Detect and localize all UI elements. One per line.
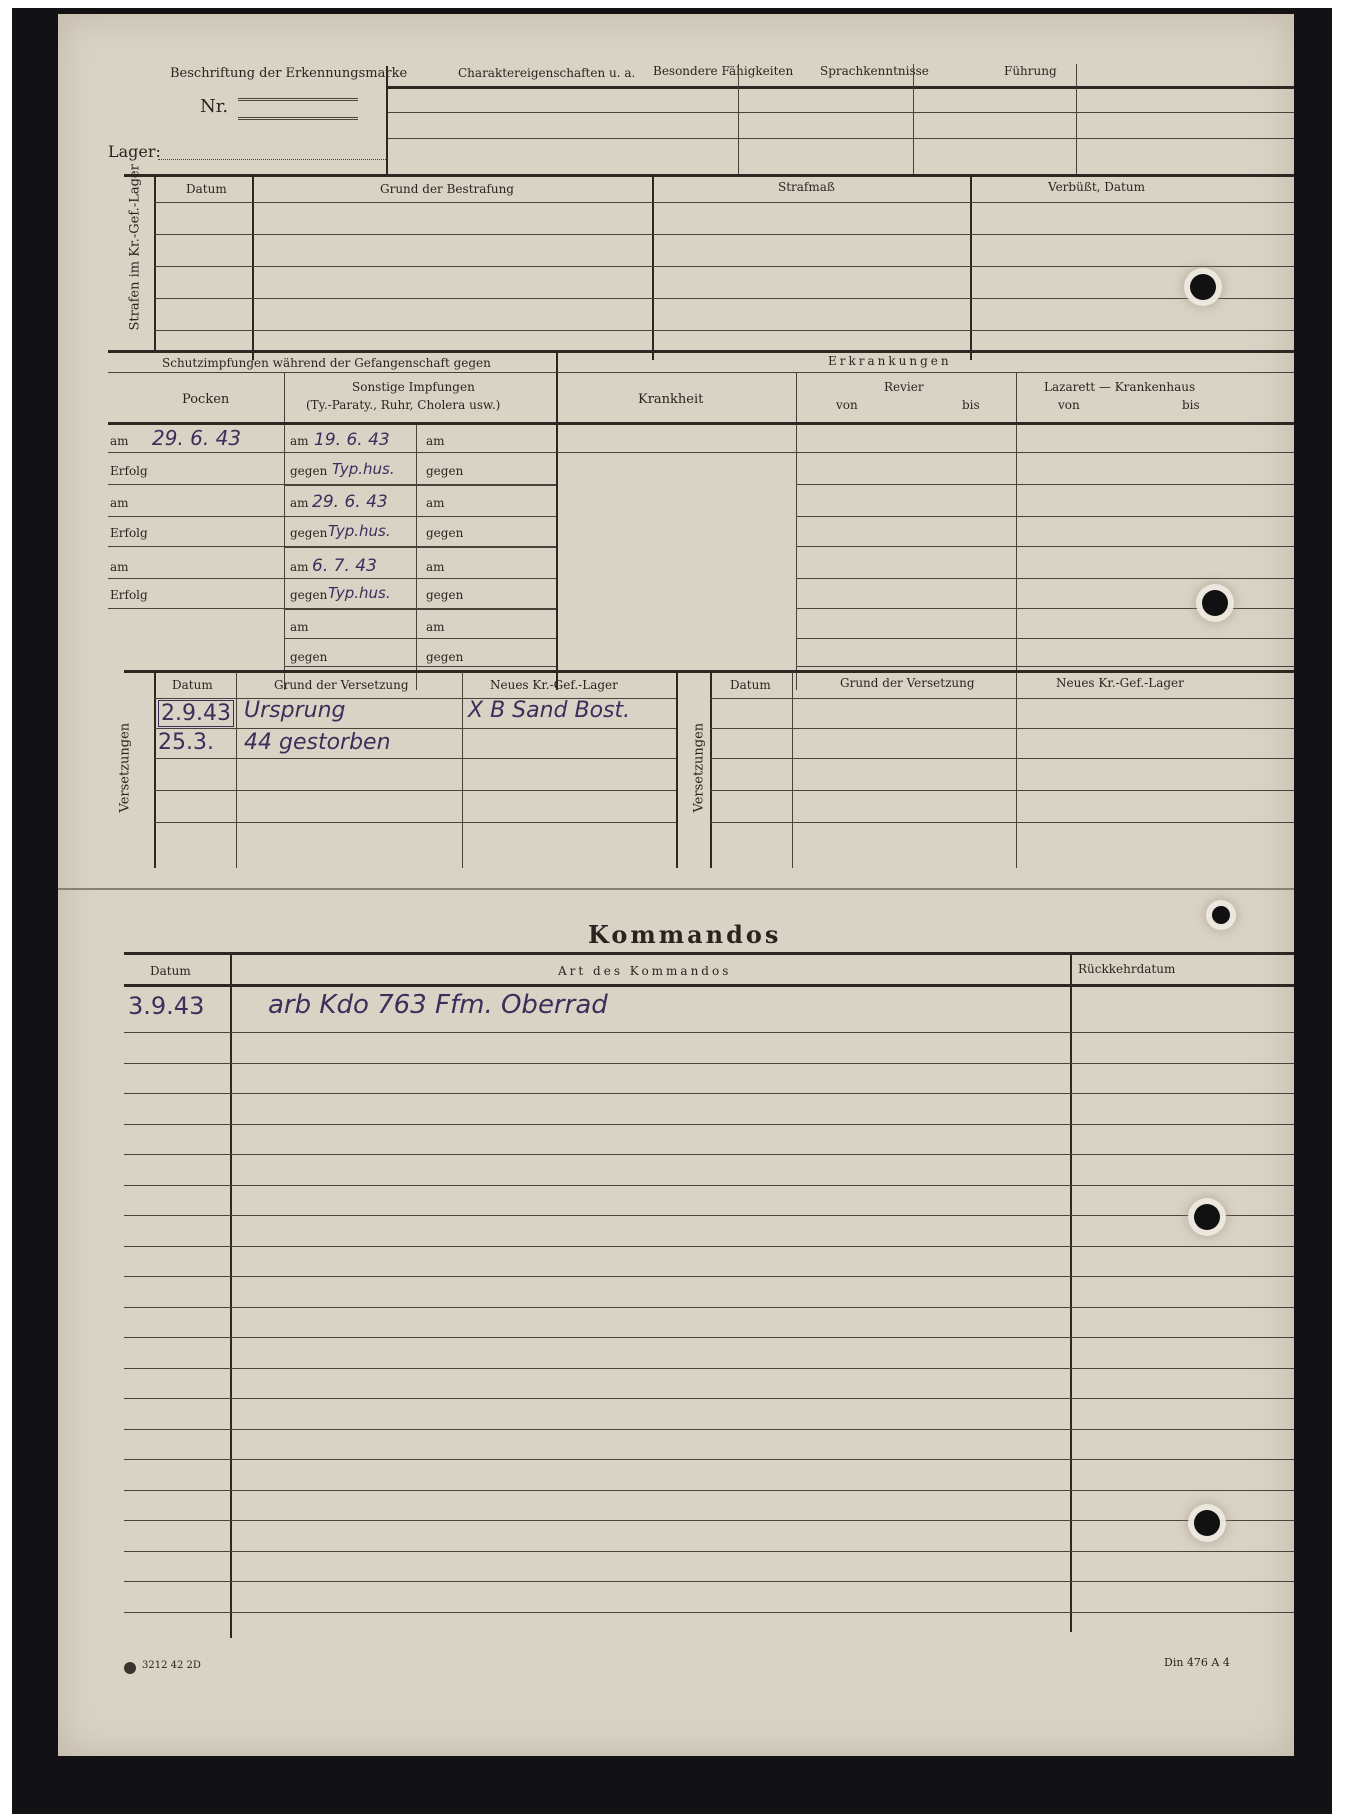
ruled-line [124, 1185, 1294, 1186]
sonst-gegen-2: gegen [290, 526, 328, 540]
sonst-gegen-1-value: Typ.hus. [332, 460, 395, 478]
komm-col-rueckkehr: Rückkehrdatum [1078, 962, 1176, 976]
vers-col-datum: Datum [172, 678, 213, 692]
vers-col-grund: Grund der Versetzung [274, 678, 409, 692]
strafen-col-strafmass: Strafmaß [778, 180, 835, 194]
sonst2-am-4: am [426, 620, 445, 634]
ruled-line [124, 1032, 1294, 1033]
nr-label: Nr. [200, 96, 229, 117]
vers-row2-grund: 44 gestorben [244, 730, 391, 755]
sonst-gegen-1: gegen [290, 464, 328, 478]
sonst-am-3-value: 6. 7. 43 [312, 556, 377, 576]
pocken-am-1-value: 29. 6. 43 [152, 426, 242, 450]
sonst-am-2: am [290, 496, 309, 510]
versetzungen-side-label-right: Versetzungen [691, 722, 707, 813]
vers2-col-grund: Grund der Versetzung [840, 676, 975, 690]
ruled-line [124, 1459, 1294, 1460]
erk-col-krankheit: Krankheit [638, 392, 704, 407]
vers-row1-datum: 2.9.43 [158, 700, 234, 727]
ruled-line [124, 1337, 1294, 1338]
ruled-line [124, 1551, 1294, 1552]
ruled-line [124, 1215, 1294, 1216]
erk-col-lazarett: Lazarett — Krankenhaus [1044, 380, 1196, 394]
strafen-col-verbuesst: Verbüßt, Datum [1048, 180, 1145, 194]
ruled-line [124, 1581, 1294, 1582]
ruled-line [124, 1520, 1294, 1521]
strafen-col-grund: Grund der Bestrafung [380, 182, 514, 196]
punch-hole-icon [1194, 1204, 1220, 1230]
lager-label: Lager: [108, 142, 161, 161]
komm-row1-art: arb Kdo 763 Ffm. Oberrad [268, 990, 608, 1020]
strafen-side-label: Strafen im Kr.-Gef.-Lager [127, 164, 143, 331]
ruled-line [124, 1093, 1294, 1094]
punch-hole-icon [1202, 590, 1228, 616]
erk-revier-bis: bis [962, 398, 980, 412]
vers-row1-lager: X B Sand Bost. [468, 698, 631, 723]
punch-hole-icon [1190, 274, 1216, 300]
impfungen-title: Schutzimpfungen während der Gefangenschaft gegen [162, 356, 491, 370]
ruled-line [124, 1063, 1294, 1064]
col-charakter: Charaktereigenschaften u. a. [458, 66, 636, 80]
vers2-col-lager: Neues Kr.-Gef.-Lager [1056, 676, 1184, 690]
erk-lazarett-bis: bis [1182, 398, 1200, 412]
footer-right-code: Din 476 A 4 [1164, 1656, 1230, 1669]
sonst-am-1: am [290, 434, 309, 448]
ruled-line [124, 1124, 1294, 1125]
erkrankungen-title: Erkrankungen [828, 354, 952, 368]
lager-field [158, 159, 386, 160]
erk-col-revier: Revier [884, 380, 924, 394]
komm-row1-datum: 3.9.43 [128, 992, 205, 1020]
impf-col-pocken: Pocken [182, 392, 230, 407]
fold-line [58, 888, 1294, 890]
sonst-gegen-2-value: Typ.hus. [328, 522, 391, 540]
pocken-erfolg-2: Erfolg [110, 526, 148, 540]
ruled-line [124, 1246, 1294, 1247]
pocken-am-3: am [110, 560, 129, 574]
col-sprachen: Sprachkenntnisse [820, 64, 929, 78]
sonst2-gegen-1: gegen [426, 464, 464, 478]
punch-hole-icon [1194, 1510, 1220, 1536]
kommandos-title: Kommandos [588, 920, 782, 949]
sonst2-am-3: am [426, 560, 445, 574]
sonst-am-4: am [290, 620, 309, 634]
pocken-erfolg-3: Erfolg [110, 588, 148, 602]
col-fuehrung: Führung [1004, 64, 1057, 78]
vers2-col-datum: Datum [730, 678, 771, 692]
impf-col-sonstige-sub: (Ty.-Paraty., Ruhr, Cholera usw.) [306, 398, 501, 412]
ruled-line [124, 1154, 1294, 1155]
nr-lines [238, 98, 358, 120]
vers-row2-datum: 25.3. [158, 730, 214, 755]
ruled-line [124, 1429, 1294, 1430]
printer-mark-icon [124, 1662, 136, 1674]
sonst-am-2-value: 29. 6. 43 [312, 492, 388, 512]
marke-label: Beschriftung der Erkennungsmarke [170, 66, 408, 81]
impf-col-sonstige: Sonstige Impfungen [352, 380, 475, 394]
versetzungen-side-label-left: Versetzungen [117, 722, 133, 813]
sonst2-gegen-3: gegen [426, 588, 464, 602]
pocken-erfolg-1: Erfolg [110, 464, 148, 478]
ruled-line [124, 1490, 1294, 1491]
col-faehigkeiten: Besondere Fähigkeiten [653, 64, 794, 78]
ruled-line [124, 1276, 1294, 1277]
sonst-am-1-value: 19. 6. 43 [314, 430, 390, 450]
komm-col-art: Art des Kommandos [558, 964, 732, 978]
erk-lazarett-von: von [1058, 398, 1080, 412]
vers-col-lager: Neues Kr.-Gef.-Lager [490, 678, 618, 692]
ruled-line [124, 1398, 1294, 1399]
sonst-am-3: am [290, 560, 309, 574]
erk-revier-von: von [836, 398, 858, 412]
sonst-gegen-4: gegen [290, 650, 328, 664]
vers-row1-grund: Ursprung [244, 698, 346, 723]
sonst2-gegen-2: gegen [426, 526, 464, 540]
pocken-am-2: am [110, 496, 129, 510]
document-page [58, 14, 1294, 1756]
pocken-am-1: am [110, 434, 129, 448]
punch-hole-icon [1212, 906, 1230, 924]
sonst-gegen-3: gegen [290, 588, 328, 602]
footer-left-code: 3212 42 2D [142, 1660, 201, 1671]
ruled-line [124, 1368, 1294, 1369]
sonst2-am-2: am [426, 496, 445, 510]
ruled-line [124, 1612, 1294, 1613]
sonst2-gegen-4: gegen [426, 650, 464, 664]
strafen-col-datum: Datum [186, 182, 227, 196]
ruled-line [124, 1307, 1294, 1308]
komm-col-datum: Datum [150, 964, 191, 978]
sonst2-am-1: am [426, 434, 445, 448]
sonst-gegen-3-value: Typ.hus. [328, 584, 391, 602]
